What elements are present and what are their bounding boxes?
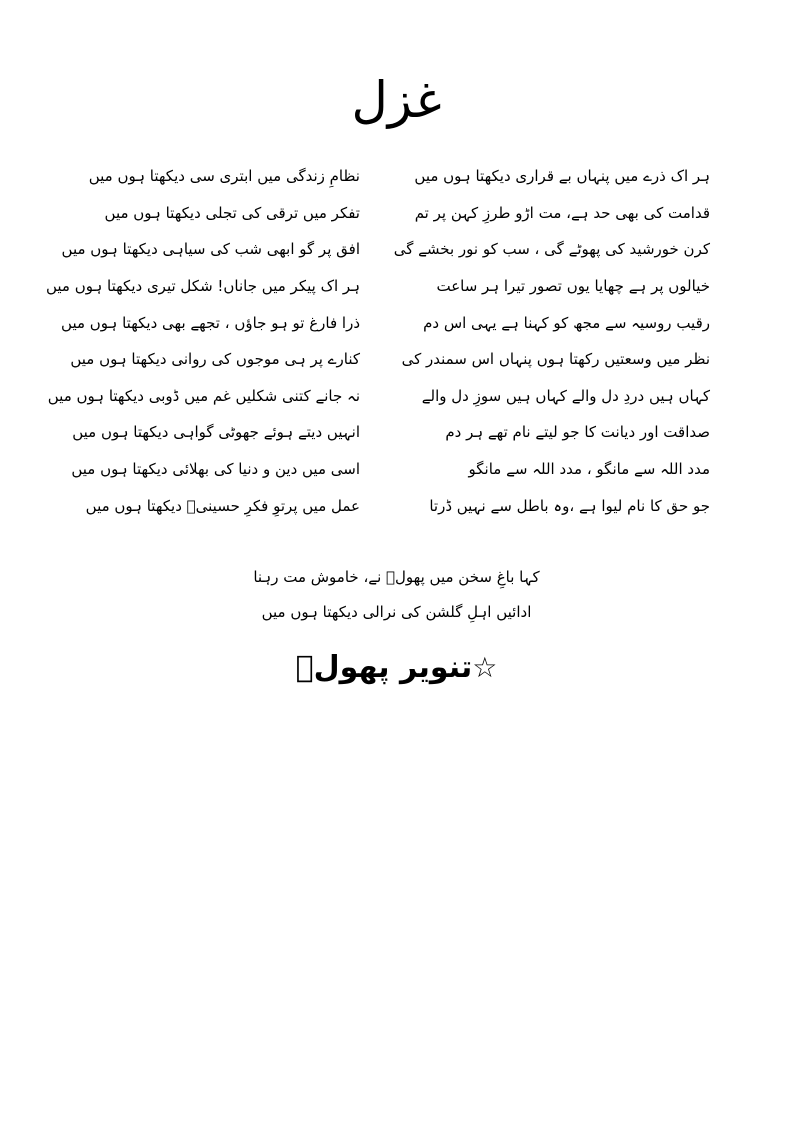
poet-signature: [0, 640, 793, 696]
couplet-first-line: نظر میں وسعتیں رکھتا ہوں پنہاں اس سمندر کی: [401, 350, 710, 369]
couplet: [45, 268, 710, 305]
couplet: [80, 195, 710, 232]
couplet-first-line: کہاں ہیں دردِ دل والے کہاں ہیں سوزِ دل والے: [421, 386, 710, 405]
couplet-first-line: جو حق کا نام لیوا ہے ،وہ باطل سے نہیں ڈرتا: [429, 496, 710, 515]
couplet: [72, 414, 710, 451]
couplet-second-line: اسی میں دین و دنیا کی بھلائی دیکھتا ہوں میں: [71, 460, 360, 479]
couplet: [80, 158, 710, 195]
couplet-second-line: نظامِ زندگی میں ابتری سی دیکھتا ہوں میں: [88, 167, 360, 186]
couplet: [71, 451, 710, 488]
couplet: [61, 304, 710, 341]
couplet-second-line: انہیں دیتے ہوئے جھوٹی گواہی دیکھتا ہوں میں: [72, 423, 360, 442]
couplet-second-line: ہر اک پیکر میں جاناں! شکل تیری دیکھتا ہوں میں: [45, 277, 360, 296]
couplet-second-line: تفکر میں ترقی کی تجلی دیکھتا ہوں میں: [104, 203, 360, 222]
couplet-second-line: افق پر گو ابھی شب کی سیاہی دیکھتا ہوں میں: [61, 240, 360, 259]
ghazal-couplets: [45, 158, 710, 524]
couplet: [61, 231, 710, 268]
couplet: [80, 487, 710, 524]
couplet: [70, 341, 710, 378]
couplet: [47, 378, 710, 415]
couplet-second-line: ذرا فارغ تو ہو جاؤں ، تجھے بھی دیکھتا ہوں میں: [61, 313, 360, 332]
couplet-first-line: کرن خورشید کی پھوٹے گی ، سب کو نور بخشے گی: [393, 240, 710, 259]
maqta-second-line: ادائیں اہلِ گلشن کی نرالی دیکھتا ہوں میں: [261, 603, 532, 621]
couplet-first-line: رقیب روسیہ سے مجھ کو کہنا ہے یہی اس دم: [423, 313, 710, 332]
star-icon: ☆: [472, 651, 498, 684]
maqta-first-line: کہا باغِ سخن میں پھولؔ نے، خاموش مت رہنا: [253, 568, 540, 586]
couplet-first-line: خیالوں پر ہے چھایا یوں تصور تیرا ہر ساعت: [436, 277, 710, 296]
couplet-first-line: صداقت اور دیانت کا جو لیتے نام تھے ہر دم: [445, 423, 710, 442]
couplet-second-line: کنارے پر ہی موجوں کی روانی دیکھتا ہوں میں: [70, 350, 360, 369]
poet-name: تنویر پھولؔ: [295, 650, 473, 685]
couplet-first-line: مدد اللہ سے مانگو ، مدد اللہ سے مانگو: [468, 460, 710, 479]
page-title: غزل: [351, 71, 442, 129]
couplet-first-line: ہر اک ذرے میں پنہاں بے قراری دیکھتا ہوں میں: [414, 167, 710, 186]
couplet-second-line: نہ جانے کتنی شکلیں غم میں ڈوبی دیکھتا ہوں میں: [47, 386, 360, 405]
couplet-second-line: عمل میں پرتوِ فکرِ حسینیؑ دیکھتا ہوں میں: [85, 496, 360, 515]
maqta-couplet: [0, 560, 793, 630]
couplet-first-line: قدامت کی بھی حد ہے، مت اڑو طرزِ کہن پر تم: [414, 203, 710, 222]
